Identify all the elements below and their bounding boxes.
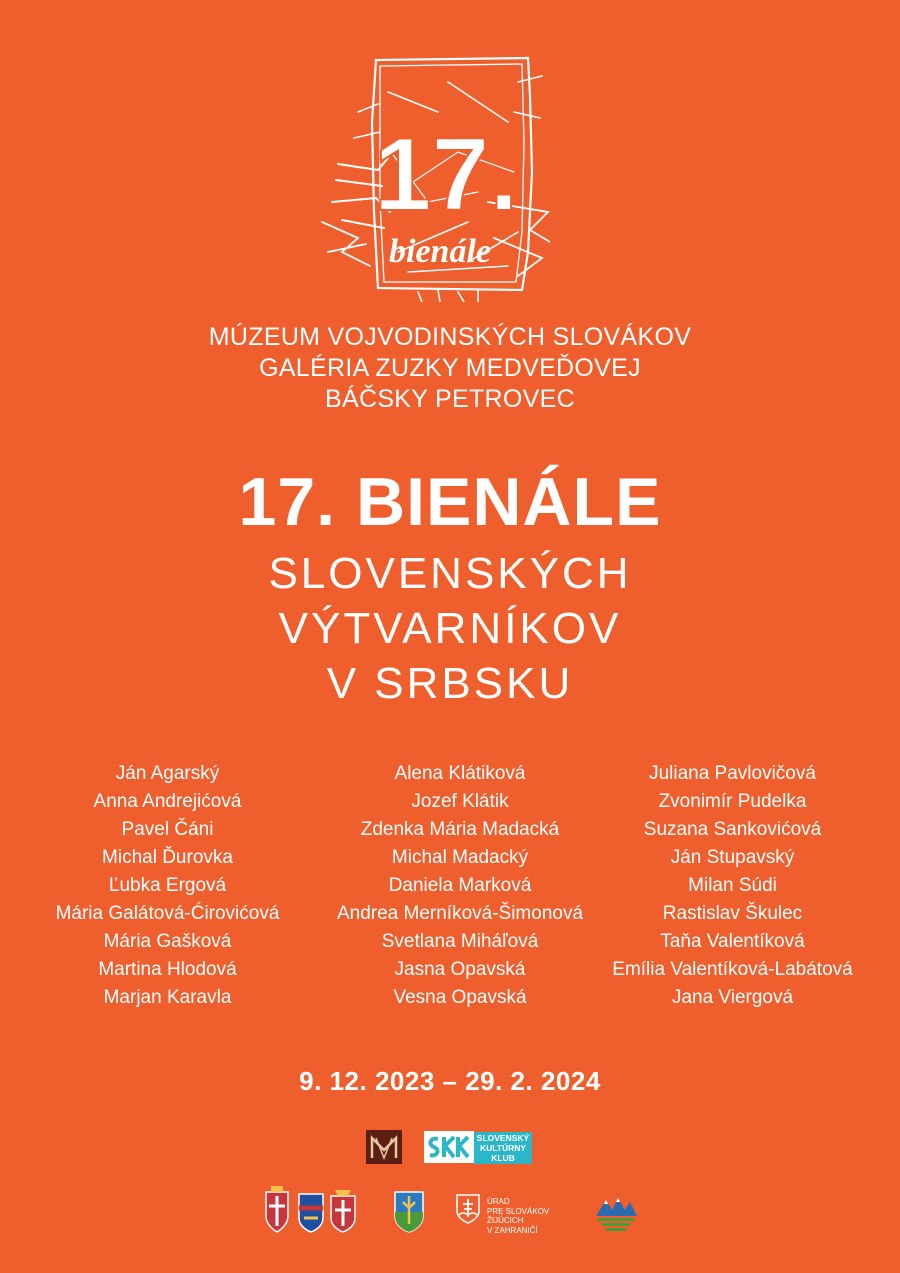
subtitle-line: V SRBSKU (326, 659, 574, 708)
artist-name: Juliana Pavlovičová (649, 763, 816, 784)
artist-name: Rastislav Škulec (662, 903, 803, 924)
artist-name: Jasna Opavská (394, 959, 526, 980)
artist-name: Jana Viergová (671, 987, 794, 1008)
mountains-logo-icon (594, 1194, 638, 1234)
skk-logo-text (474, 1132, 532, 1164)
artist-name: Alena Klátiková (394, 763, 526, 784)
artist-name: Martina Hlodová (98, 959, 237, 980)
artist-name: Svetlana Miháľová (381, 931, 539, 952)
urad-text-line: ÚRAD (487, 1197, 510, 1206)
skk-text-line: SLOVENSKÝ (476, 1133, 530, 1143)
serbia-coat-of-arms-icon (260, 1186, 294, 1234)
artist-name: Milan Súdi (688, 875, 777, 896)
slovakia-coat-of-arms-icon (455, 1193, 481, 1225)
artist-name: Mária Galátová-Ćirovićová (55, 903, 280, 924)
artist-name: Andrea Merníková-Šimonová (336, 903, 584, 924)
institution-line: MÚZEUM VOJVODINSKÝCH SLOVÁKOV (208, 323, 692, 351)
artist-name: Ľubka Ergová (108, 875, 227, 896)
artists-column-2 (305, 760, 615, 1012)
artist-name: Anna Andrejićová (93, 791, 242, 812)
artist-name: Michal Madacký (391, 847, 529, 868)
exhibition-dates: 9. 12. 2023 – 29. 2. 2024 (299, 1066, 601, 1096)
artist-name: Zdenka Mária Madacká (360, 819, 560, 840)
artist-name: Suzana Sankovićová (643, 819, 822, 840)
bienale-logo-graphic (318, 52, 550, 302)
museum-logo-icon (366, 1130, 402, 1164)
institution-line: BÁČSKY PETROVEC (325, 385, 575, 413)
artist-name: Mária Gašková (103, 931, 232, 952)
artist-name: Pavel Čáni (121, 819, 214, 840)
skk-text-line: KULTÚRNY (479, 1143, 527, 1153)
artists-column-3 (585, 760, 880, 1012)
skk-text-line: KLUB (491, 1153, 515, 1163)
artist-name: Michal Ďurovka (102, 847, 233, 868)
vojvodina-coat-of-arms-icon (296, 1190, 326, 1234)
artist-name: Taňa Valentíková (660, 931, 805, 952)
urad-text-line: ŽIJÚCICH (487, 1216, 524, 1225)
urad-logo-text (487, 1197, 567, 1235)
subtitle-line: VÝTVARNÍKOV (278, 604, 622, 653)
artist-name: Vesna Opavská (393, 987, 527, 1008)
artist-name: Daniela Marková (388, 875, 532, 896)
institution-line: GALÉRIA ZUZKY MEDVEĎOVEJ (259, 354, 641, 382)
artist-name: Emília Valentíková-Labátová (612, 959, 853, 980)
artist-name: Ján Stupavský (670, 847, 795, 868)
skk-logo-icon (424, 1131, 474, 1163)
artist-name: Zvonimír Pudelka (658, 791, 807, 812)
petrovec-coat-of-arms-icon (392, 1188, 426, 1234)
artist-name: Ján Agarský (115, 763, 220, 784)
poster-title: 17. BIENÁLE (238, 464, 662, 540)
artists-column-1 (20, 760, 315, 1012)
logo-number: 17. (373, 117, 519, 233)
artist-name: Marjan Karavla (103, 987, 232, 1008)
bienale-logo (318, 52, 550, 302)
institution-block (0, 322, 900, 415)
urad-text-line: V ZAHRANIČÍ (487, 1225, 538, 1235)
artist-name: Jozef Klátik (411, 791, 509, 812)
subtitle-line: SLOVENSKÝCH (268, 549, 632, 598)
poster-subtitle (0, 546, 900, 711)
municipality-coat-of-arms-icon (326, 1188, 360, 1234)
logo-word: bienále (389, 233, 491, 270)
urad-text-line: PRE SLOVÁKOV (487, 1206, 550, 1216)
